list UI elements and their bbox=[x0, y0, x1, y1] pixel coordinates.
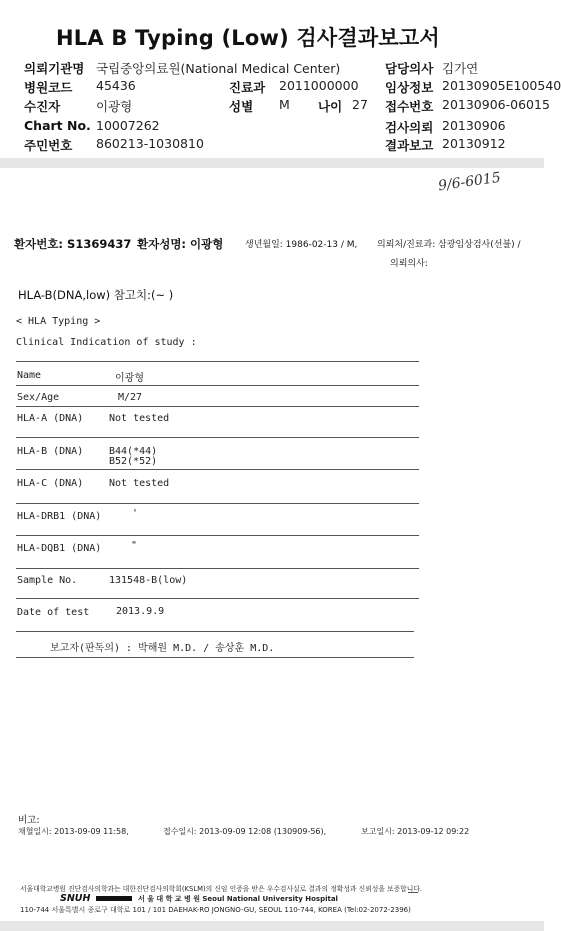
patient-number: 환자번호: S1369437 bbox=[14, 237, 132, 251]
header-label-request-date: 검사의뢰 bbox=[385, 120, 434, 135]
header-value-dept: 2011000000 bbox=[279, 78, 359, 93]
logo-mark-icon bbox=[96, 896, 132, 901]
rule bbox=[16, 437, 419, 438]
rule bbox=[408, 892, 418, 893]
header-label-hospital-code: 병원코드 bbox=[24, 80, 73, 95]
rule bbox=[16, 631, 414, 632]
header-value-institution: 국립중앙의료원(National Medical Center) bbox=[96, 61, 341, 76]
snuh-logo: SNUH bbox=[60, 893, 91, 904]
header-label-chart-no: Chart No. bbox=[24, 118, 91, 133]
header-value-hospital-code: 45436 bbox=[96, 78, 136, 93]
header-value-doctor: 김가연 bbox=[442, 61, 479, 76]
row-label-hla-dqb1: HLA-DQB1 (DNA) bbox=[17, 543, 102, 554]
header-value-request-date: 20130906 bbox=[442, 118, 506, 133]
row-value-name: 이광형 bbox=[115, 373, 144, 384]
handwritten-note: 9/6-6015 bbox=[437, 169, 502, 195]
hospital-address: 110-744 서울특별시 종로구 대학로 101 / 101 DAEHAK-RO JONGNO-GU, SEOUL 110-744, KOREA (Tel:02-2072-2396) bbox=[20, 906, 411, 914]
test-title: HLA-B(DNA,low) 참고치:(~ ) bbox=[18, 288, 174, 302]
header-label-resident-no: 주민번호 bbox=[24, 138, 73, 153]
hospital-name: 서 울 대 학 교 병 원 Seoul National University Hospital bbox=[138, 895, 338, 903]
header-value-report-date: 20130912 bbox=[442, 136, 506, 151]
row-label-sex-age: Sex/Age bbox=[17, 392, 60, 403]
row-value-date-of-test: 2013.9.9 bbox=[116, 606, 165, 617]
rule bbox=[16, 406, 419, 407]
patient-doctor: 의뢰의사: bbox=[390, 259, 428, 269]
row-value-sex-age: M/27 bbox=[118, 392, 143, 403]
row-value-hla-dqb1: " bbox=[131, 540, 138, 551]
header-value-chart-no: 10007262 bbox=[96, 118, 160, 133]
header-label-sex: 성별 bbox=[229, 99, 254, 114]
rule bbox=[16, 361, 419, 362]
row-label-name: Name bbox=[17, 370, 42, 381]
rule bbox=[16, 568, 419, 569]
header-label-clinical-info: 임상정보 bbox=[385, 80, 434, 95]
row-label-hla-b: HLA-B (DNA) bbox=[17, 446, 84, 457]
header-label-doctor: 담당의사 bbox=[385, 61, 434, 76]
section-heading: < HLA Typing > bbox=[16, 316, 101, 327]
rule bbox=[16, 469, 419, 470]
rule bbox=[16, 535, 419, 536]
remark-label: 비고: bbox=[18, 815, 40, 826]
rule bbox=[16, 385, 419, 386]
header-label-patient: 수진자 bbox=[24, 99, 61, 114]
patient-birth: 생년월일: 1986-02-13 / M, bbox=[245, 240, 358, 250]
row-label-hla-a: HLA-A (DNA) bbox=[17, 413, 84, 424]
rule bbox=[16, 657, 414, 658]
accreditation-notice: 서울대학교병원 진단검사의학과는 대한진단검사의학회(KSLM)의 신임 인증을 받은 우수검사실로 결과의 정확성과 신뢰성을 보증합니다. bbox=[20, 885, 423, 893]
header-label-institution: 의뢰기관명 bbox=[24, 61, 85, 76]
bottom-band bbox=[0, 921, 544, 931]
rule bbox=[16, 598, 419, 599]
row-value-hla-drb1: ' bbox=[132, 508, 139, 519]
header-value-sex: M bbox=[279, 97, 290, 112]
reporter: 보고자(판독의) : 박해원 M.D. / 송상훈 M.D. bbox=[50, 643, 275, 654]
row-label-date-of-test: Date of test bbox=[17, 607, 90, 618]
report-title: HLA B Typing (Low) 검사결과보고서 bbox=[56, 26, 440, 50]
header-value-receipt-no: 20130906-06015 bbox=[442, 97, 550, 112]
row-label-hla-c: HLA-C (DNA) bbox=[17, 478, 84, 489]
collect-time: 채혈일시: 2013-09-09 11:58, bbox=[18, 827, 129, 836]
header-label-age: 나이 bbox=[318, 99, 343, 114]
report-time: 보고일시: 2013-09-12 09:22 bbox=[361, 827, 470, 836]
header-value-age: 27 bbox=[352, 97, 368, 112]
row-value-sample-no: 131548-B(low) bbox=[109, 575, 188, 586]
clinical-indication: Clinical Indication of study : bbox=[16, 337, 197, 348]
row-label-sample-no: Sample No. bbox=[17, 575, 78, 586]
page-separator bbox=[0, 158, 544, 168]
header-label-report-date: 결과보고 bbox=[385, 138, 434, 153]
row-value-hla-a: Not tested bbox=[109, 413, 170, 424]
header-label-dept: 진료과 bbox=[229, 80, 266, 95]
header-label-receipt-no: 접수번호 bbox=[385, 99, 434, 114]
header-value-patient: 이광형 bbox=[96, 99, 133, 114]
receive-time: 접수일시: 2013-09-09 12:08 (130909-56), bbox=[163, 827, 327, 836]
header-value-clinical-info: 20130905E100540 bbox=[442, 78, 561, 93]
row-value-hla-b-2: B52(*52) bbox=[109, 456, 158, 467]
header-value-resident-no: 860213-1030810 bbox=[96, 136, 204, 151]
patient-dept: 의뢰처/진료과: 삼광임상검사(선불) / bbox=[377, 240, 521, 250]
row-value-hla-c: Not tested bbox=[109, 478, 170, 489]
patient-name: 환자성명: 이광형 bbox=[137, 237, 224, 251]
row-label-hla-drb1: HLA-DRB1 (DNA) bbox=[17, 511, 102, 522]
rule bbox=[16, 503, 419, 504]
row-value-hla-b-1: B44(*44) bbox=[109, 446, 158, 457]
